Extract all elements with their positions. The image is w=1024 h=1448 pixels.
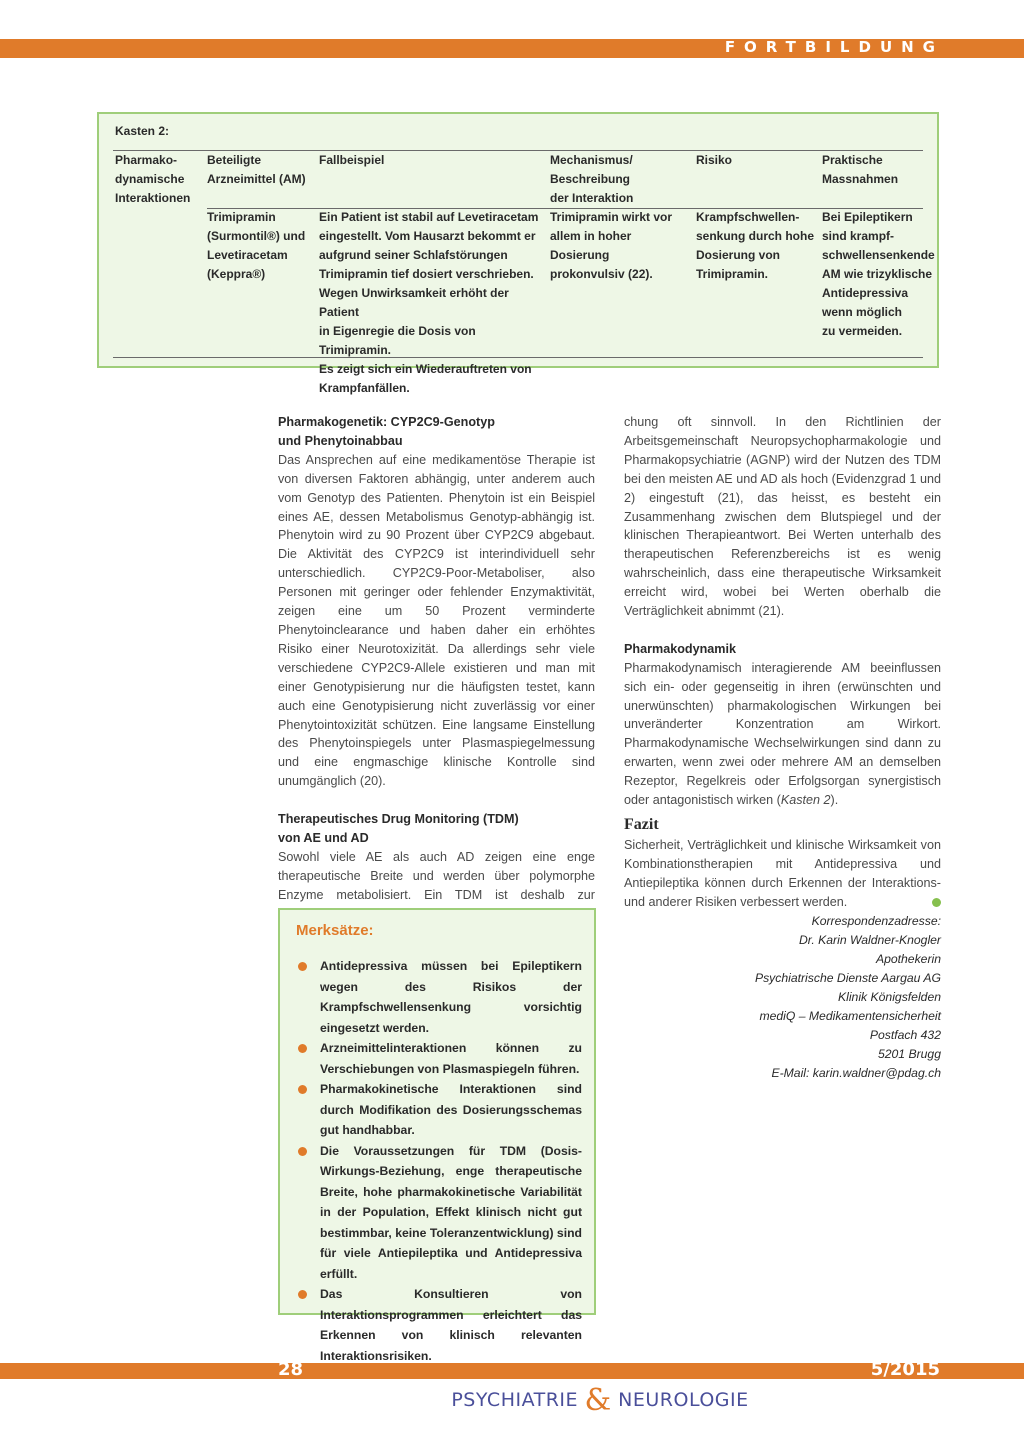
address-city: 5201 Brugg xyxy=(877,1046,941,1061)
journal-logo xyxy=(450,1379,750,1421)
heading-fazit: Fazit xyxy=(624,816,659,834)
table-header-risiko: Risiko xyxy=(696,153,733,167)
merksaetze-list xyxy=(294,956,582,1366)
list-item: Antidepressiva müssen bei Epileptikern wegen des Risikos der Krampfschwellensenkung vorsichtig eingesetzt werden. xyxy=(294,956,582,1038)
heading-pharmakodynamik: Pharmakodynamik xyxy=(624,641,736,656)
table-header-massnahmen: Praktische Massnahmen xyxy=(822,153,899,186)
journal-name-left: PSYCHIATRIE xyxy=(451,1389,579,1411)
table-header-fallbeispiel: Fallbeispiel xyxy=(319,153,385,167)
list-item: Die Voraussetzungen für TDM (Dosis-Wirkungs-Beziehung, enge therapeutische Breite, hohe pharmakokinetische Variabilität in der Population, Effekt klinisch nicht gut bestimmbar, keine Toleranzentwicklung) sind für viele Antiepileptika und Antidepressiva erfüllt. xyxy=(294,1141,582,1285)
footer-bar xyxy=(0,1359,1024,1380)
page-number: 28 xyxy=(278,1359,304,1380)
address-label: Korrespondenzadresse: xyxy=(811,913,941,928)
table-header-interaktionen: Pharmako- dynamische Interaktionen xyxy=(115,153,191,205)
header-bar xyxy=(0,39,1024,58)
paragraph-fazit: Sicherheit, Verträglichkeit und klinische Wirksamkeit von Kombinationstherapien mit Antidepressiva und Antiepileptika können durch Erkennen der Interaktions- und anderer Risiken verbessert werden. xyxy=(624,838,941,909)
table-cell-risiko: Krampfschwellen- senkung durch hohe Dosierung von Trimipramin. xyxy=(696,210,815,281)
end-marker-icon xyxy=(932,898,941,907)
left-column xyxy=(278,413,595,923)
right-column xyxy=(624,413,941,1083)
kasten-2-table-box xyxy=(97,112,939,395)
table-cell-arzneimittel: Trimipramin (Surmontil®) und Levetiracetam (Keppra®) xyxy=(207,210,306,281)
address-clinic: Klinik Königsfelden xyxy=(838,989,941,1004)
bullet-icon xyxy=(298,962,307,971)
journal-name-right: NEUROLOGIE xyxy=(618,1389,749,1411)
paragraph-tdm: Sowohl viele AE als auch AD zeigen eine enge therapeutische Breite und werden über polymorphe Enzyme metabolisiert. Ein TDM ist deshalb zur xyxy=(278,849,595,902)
bullet-icon xyxy=(298,1044,307,1053)
heading-pharmakogenetik-2: und Phenytoinabbau xyxy=(278,433,403,448)
heading-tdm-2: von AE und AD xyxy=(278,830,369,845)
bullet-icon xyxy=(298,1290,307,1299)
paragraph-pharmakodynamik: Pharmakodynamisch interagierende AM beeinflussen sich ein- oder gegenseitig in ihren (erwünschten und unerwünschten) pharmakologischen Wirkungen bei unveränderter Konzentration am Wirkort. Pharmakodynamische Wechselwirkungen sind dann zu erwarten, wenn zwei oder mehrere AM an demselben Rezeptor, Regelkreis oder Erfolgsorgan synergistisch oder antagonistisch wirken (Kasten 2). xyxy=(624,660,941,808)
address-dept: mediQ – Medikamentensicherheit xyxy=(759,1008,941,1023)
kasten-reference: Kasten 2 xyxy=(780,793,831,808)
list-item: Das Konsultieren von Interaktionsprogrammen erleichtert das Erkennen von klinisch relevanten Interaktionsrisiken. xyxy=(294,1284,582,1366)
table-header-arzneimittel: Beteiligte Arzneimittel (AM) xyxy=(207,153,306,186)
heading-tdm-1: Therapeutisches Drug Monitoring (TDM) xyxy=(278,812,519,827)
merksaetze-box xyxy=(278,908,596,1363)
paragraph-tdm-continued: chung oft sinnvoll. In den Richtlinien der Arbeitsgemeinschaft Neuropsychopharmakologie und Pharmakopsychiatrie (AGNP) wird der Nutzen des TDM bei den meisten AE und AD als hoch (Evidenzgrad 1 und 2) eingestuft (21), das heisst, es besteht ein Zusammenhang zwischen dem Blutspiegel und der klinischen Therapieantwort. Bei Werten unterhalb des therapeutischen Referenzbereichs ist es wenig wahrscheinlich, dass eine therapeutische Wirksamkeit erreicht wird, wobei bei Werten oberhalb die Verträglichkeit abnimmt (21). xyxy=(624,415,941,619)
table-rule-bottom xyxy=(113,357,923,358)
address-title: Apothekerin xyxy=(875,951,941,966)
address-email: E-Mail: karin.waldner@pdag.ch xyxy=(771,1065,941,1080)
table-cell-mechanismus: Trimipramin wirkt vor allem in hoher Dosierung prokonvulsiv (22). xyxy=(550,210,673,281)
bullet-icon xyxy=(298,1147,307,1156)
table-header-mechanismus: Mechanismus/ Beschreibung der Interaktion xyxy=(550,153,634,205)
table-cell-fallbeispiel: Ein Patient ist stabil auf Levetiracetam eingestellt. Vom Hausarzt bekommt er aufgrund seiner Schlafstörungen Trimipramin tief dosiert verschrieben. Wegen Unwirksamkeit erhöht der Patient in Eigenregie die Dosis von Trimipramin. Es zeigt sich ein Wiederauftreten von Krampfanfällen. xyxy=(319,210,539,395)
address-name: Dr. Karin Waldner-Knogler xyxy=(798,932,941,947)
correspondence-address xyxy=(624,912,941,1083)
bullet-icon xyxy=(298,1085,307,1094)
journal-ampersand: & xyxy=(584,1383,612,1418)
issue-number: 5/2015 xyxy=(870,1359,940,1380)
kasten-title: Kasten 2: xyxy=(115,124,170,138)
list-item: Arzneimittelinteraktionen können zu Verschiebungen von Plasmaspiegeln führen. xyxy=(294,1038,582,1079)
section-title: FORTBILDUNG xyxy=(724,38,944,56)
list-item: Pharmakokinetische Interaktionen sind durch Modifikation des Dosierungsschemas gut handhabbar. xyxy=(294,1079,582,1141)
paragraph-pharmakogenetik: Das Ansprechen auf eine medikamentöse Therapie ist von diversen Faktoren abhängig, unter anderem auch vom Genotyp des Patienten. Phenytoin ist ein Beispiel eines AE, dessen Metabolismus Genotyp-abhängig ist. Phenytoin wird zu 90 Prozent über CYP2C9 abgebaut. Die Aktivität des CYP2C9 ist interindividuell sehr unterschiedlich. CYP2C9-Poor-Metaboliser, also Personen mit geringer oder fehlender Enzymaktivität, zeigen eine um 50 Prozent verminderte Phenytoinclearance und haben daher ein erhöhtes Risiko einer Neurotoxizität. Da allerdings sehr viele verschiedene CYP2C9-Allele existieren und man mit einer Genotypisierung nur die häufigsten testet, kann auch eine Genotypisierung nicht zuverlässig vor einer Phenytointoxizität schützen. Eine langsame Einstellung des Phenytoinspiegels unter Plasmaspiegelmessung und eine engmaschige klinische Kontrolle sind unumgänglich (20). xyxy=(278,452,595,789)
address-org: Psychiatrische Dienste Aargau AG xyxy=(754,970,941,985)
merksaetze-title: Merksätze: xyxy=(296,922,374,939)
table-cell-massnahmen: Bei Epileptikern sind krampf- schwellensenkende AM wie trizyklische Antidepressiva wenn möglich zu vermeiden. xyxy=(822,210,935,338)
heading-pharmakogenetik-1: Pharmakogenetik: CYP2C9-Genotyp xyxy=(278,415,495,429)
address-postbox: Postfach 432 xyxy=(869,1027,941,1042)
